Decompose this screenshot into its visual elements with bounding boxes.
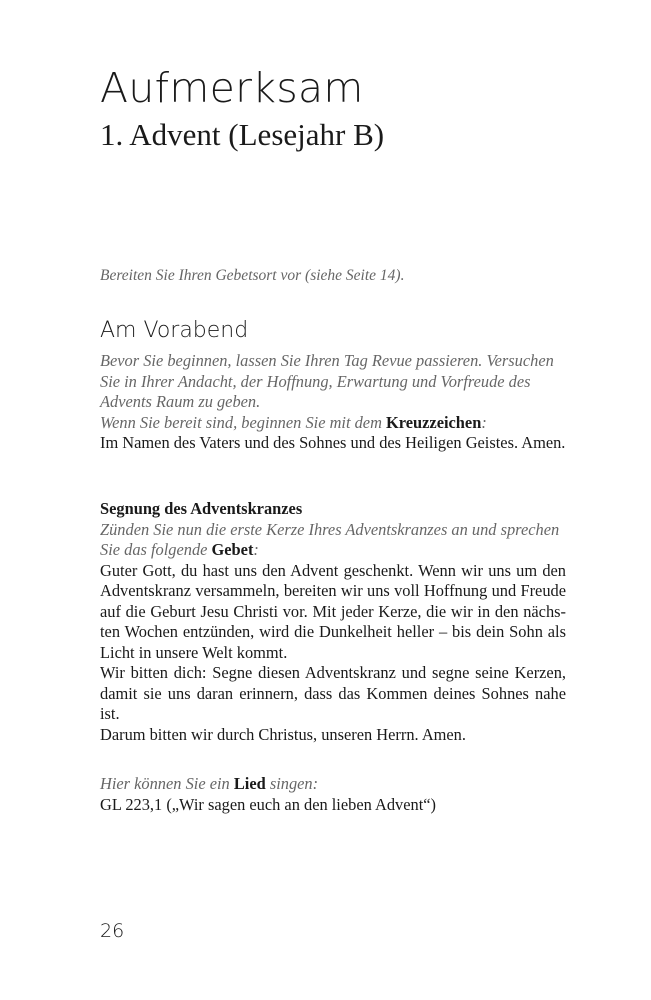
instruction-text: Wenn Sie bereit sind, beginnen Sie mit dem	[100, 412, 387, 432]
blessing-heading: Segnung des Adventskranzes	[100, 499, 303, 518]
page-number: 26	[100, 920, 125, 942]
blessing-block	[100, 499, 566, 745]
instruction-keyword: Kreuzzeichen	[386, 412, 482, 432]
blessing-prayer-2: Wir bitten dich: Segne diesen Adventskranz und segne seine Kerzen, damit sie uns daran erinnern, dass das Kommen deines Sohnes nahe ist.	[100, 663, 566, 723]
evening-instruction	[100, 413, 566, 434]
evening-block	[100, 351, 566, 454]
blessing-prayer-3: Darum bitten wir durch Christus, unseren Herrn. Amen.	[100, 724, 466, 744]
song-block	[100, 774, 566, 815]
section-heading: Am Vorabend	[100, 318, 249, 343]
blessing-prayer-1: Guter Gott, du hast uns den Advent geschenkt. Wenn wir uns um den Adventskranz versammeln, bereiten wir uns voll Hoffnung und Freude auf die Geburt Jesu Christi vor. Mit jeder Kerze, die wir in den nächsten Wochen entzünden, wird die Dunkelheit heller – bis dein Sohn als Licht in unsere Welt kommt.	[100, 560, 566, 662]
instruction-text: Hier können Sie ein	[100, 774, 234, 793]
page-title: Aufmerksam	[100, 64, 364, 112]
instruction-suffix: :	[253, 540, 259, 559]
instruction-keyword: Lied	[233, 774, 266, 793]
instruction-keyword: Gebet	[211, 540, 254, 559]
instruction-text: Zünden Sie nun die erste Kerze Ihres Adventskranzes an und sprechen Sie das folgende	[100, 519, 560, 559]
evening-intro: Bevor Sie beginnen, lassen Sie Ihren Tag Revue passieren. Versuchen Sie in Ihrer Andacht, der Hoffnung, Erwartung und Vorfreude des Advents Raum zu geben.	[100, 351, 554, 411]
instruction-suffix: singen:	[265, 774, 319, 793]
blessing-instruction	[100, 520, 566, 561]
instruction-suffix: :	[481, 412, 487, 432]
song-reference: GL 223,1 („Wir sagen euch an den lieben Advent“)	[100, 794, 436, 814]
page-subtitle: 1. Advent (Lesejahr B)	[100, 117, 385, 152]
song-instruction	[100, 774, 566, 795]
preparation-note: Bereiten Sie Ihren Gebetsort vor (siehe Seite 14).	[100, 267, 405, 284]
sign-of-cross-prayer: Im Namen des Vaters und des Sohnes und des Heiligen Geistes. Amen.	[100, 433, 566, 452]
